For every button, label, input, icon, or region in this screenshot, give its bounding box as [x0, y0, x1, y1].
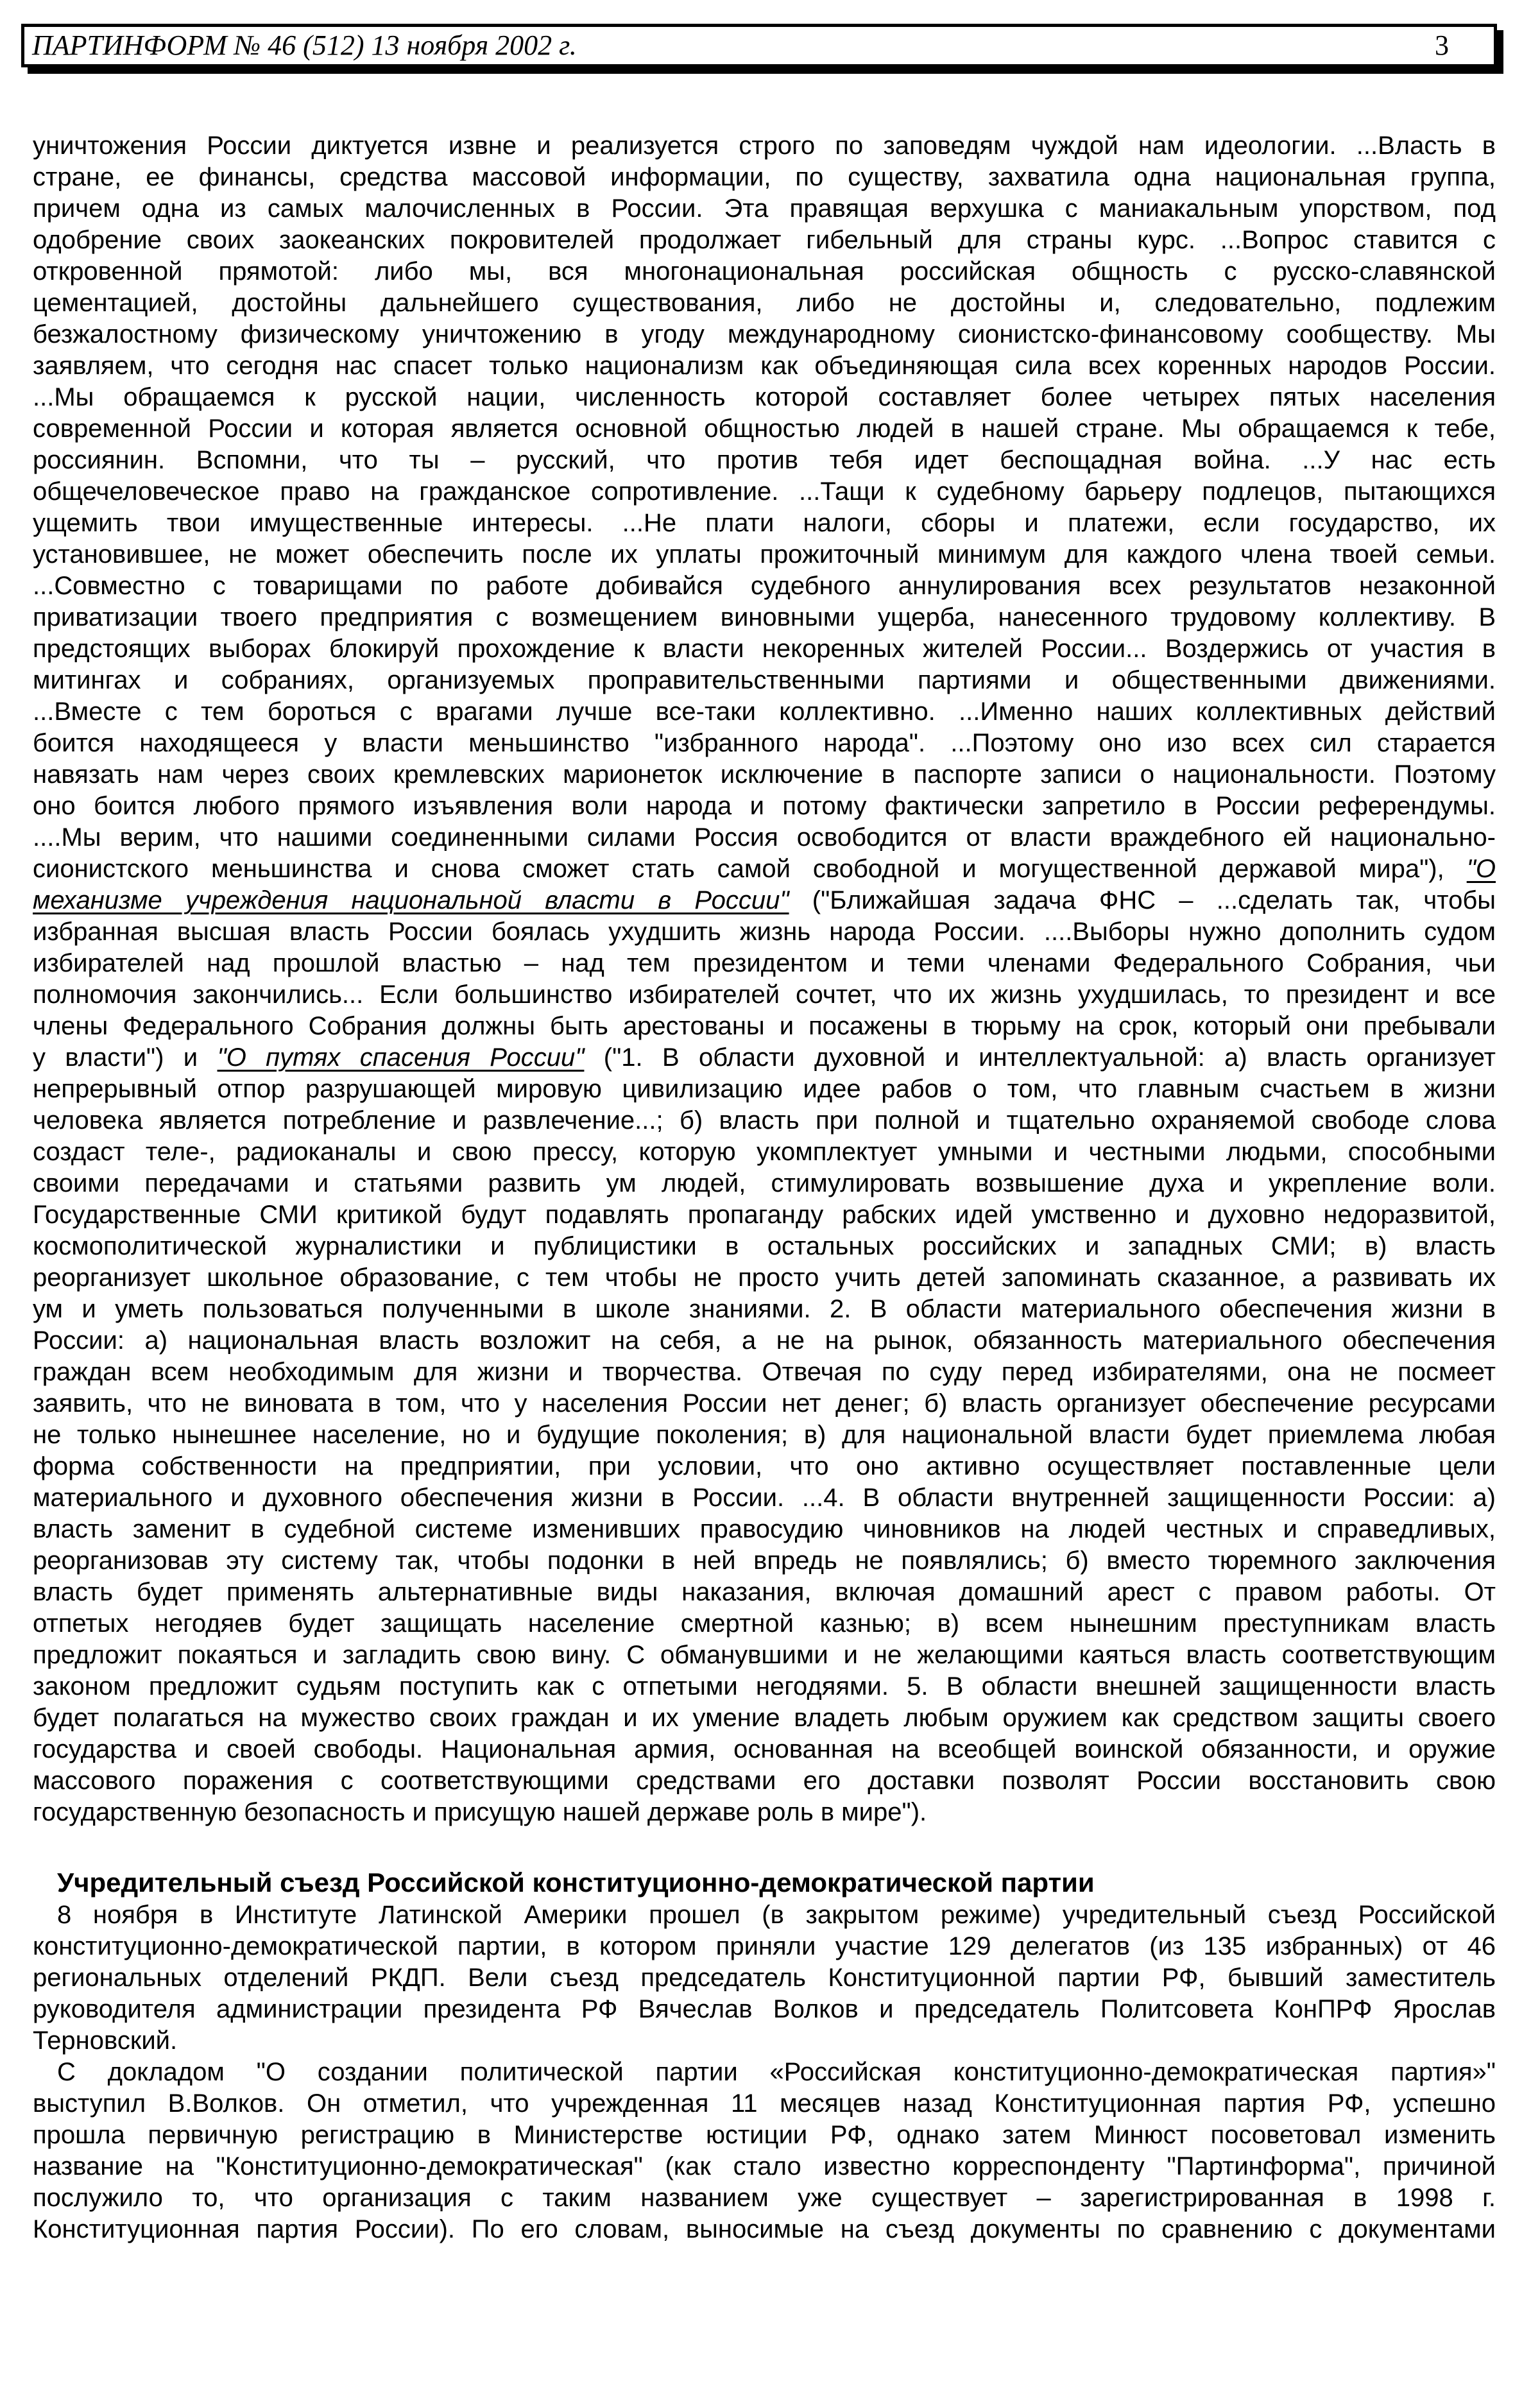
text-line — [33, 948, 1496, 979]
line-text: законом предложит судьям поступить как с отпетыми негодяями. 5. В области внешней защищенности власть — [33, 1672, 1496, 1701]
line-text: ум и уметь пользоваться полученными в школе знаниями. 2. В области материального обеспечения жизни в — [33, 1295, 1496, 1323]
line-text: Терновский. — [33, 2026, 178, 2055]
line-text: причем одна из самых малочисленных в России. Эта правящая верхушка с маниакальным упорством, под — [33, 194, 1496, 223]
line-text: навязать нам через своих кремлевских марионеток исключение в паспорте записи о национальности. Поэтому — [33, 760, 1496, 789]
line-text: Конституционная партия России). По его словам, выносимые на съезд документы по сравнению с документами — [33, 2215, 1496, 2243]
line-text: С докладом "О создании политической партии «Российская конституционно-демократическая партия»" — [57, 2058, 1496, 2086]
text-line — [33, 1545, 1496, 1577]
text-line — [33, 319, 1496, 350]
text-line — [33, 1899, 1496, 1931]
line-text: современной России и которая является основной общностью людей в нашей стране. Мы обращаемся к тебе, — [33, 415, 1496, 443]
line-text: власть заменит в судебной системе изменивших правосудию чиновников на людей честных и справедливых, — [33, 1515, 1496, 1543]
text-line — [33, 2214, 1496, 2245]
line-text: 8 ноября в Институте Латинской Америки прошел (в закрытом режиме) учредительный съезд Российской — [57, 1901, 1496, 1929]
article-heading: Учредительный съезд Российской конституционно-демократической партии — [57, 1867, 1095, 1898]
line-text: приватизации твоего предприятия с возмещением виновными ущерба, нанесенного трудовому коллективу. В — [33, 603, 1496, 631]
text-line — [33, 287, 1496, 319]
text-line — [33, 665, 1496, 696]
text-line — [33, 1931, 1496, 1962]
text-line — [33, 570, 1496, 602]
line-text: избранная высшая власть России боялась ухудшить жизнь народа России. ....Выборы нужно дополнить судом — [33, 918, 1496, 946]
line-text: ("Ближайшая задача ФНС – ...сделать так, чтобы — [789, 886, 1496, 914]
article-continuation — [33, 130, 1496, 1828]
text-line — [33, 2025, 1496, 2057]
line-text: избирателей над прошлой властью – над тем президентом и теми членами Федерального Собрания, чьи — [33, 949, 1496, 977]
line-text: ...Совместно с товарищами по работе добивайся судебного аннулирования всех результатов незаконной — [33, 572, 1496, 600]
text-line — [33, 1734, 1496, 1765]
text-line — [33, 1262, 1496, 1294]
line-text: у власти") и — [33, 1043, 218, 1072]
text-line — [33, 1011, 1496, 1042]
text-line — [33, 1042, 1496, 1074]
line-text: полномочия закончились... Если большинство избирателей сочтет, что их жизнь ухудшилась, то президент и все — [33, 981, 1496, 1009]
text-line — [33, 1419, 1496, 1451]
text-line — [33, 225, 1496, 256]
line-text: не только нынешнее население, но и будущие поколения; в) для национальной власти будет приемлема любая — [33, 1421, 1496, 1449]
text-line — [33, 822, 1496, 853]
line-text: непрерывный отпор разрушающей мировую цивилизацию идее рабов о том, что главным счастьем в жизни — [33, 1075, 1496, 1103]
line-text: массового поражения с соответствующими средствами его доставки позволят России восстановить свою — [33, 1767, 1496, 1795]
line-text: сионистского меньшинства и снова сможет стать самой свободной и могущественной державой мира"), — [33, 855, 1467, 883]
line-text: ...Вместе с тем бороться с врагами лучше все-таки коллективно. ...Именно наших коллективных действий — [33, 698, 1496, 726]
line-text: оно боится любого прямого изъявления воли народа и потому фактически запретило в России референдумы. — [33, 792, 1496, 820]
text-line — [33, 1105, 1496, 1136]
line-text: будет полагаться на мужество своих граждан и их умение владеть любым оружием как средством защиты своего — [33, 1704, 1496, 1732]
text-line — [33, 1482, 1496, 1514]
text-line — [33, 1577, 1496, 1608]
line-text: митингах и собраниях, организуемых проправительственными партиями и общественными движениями. — [33, 666, 1496, 694]
line-text: отпетых негодяев будет защищать население смертной казнью; в) всем нынешним преступникам власть — [33, 1609, 1496, 1638]
line-text: откровенной прямотой: либо мы, вся многонациональная российская общность с русско-славянской — [33, 257, 1496, 286]
text-line — [33, 130, 1496, 162]
publication-title: ПАРТИНФОРМ № 46 (512) 13 ноября 2002 г. — [32, 30, 577, 61]
line-text: послужило то, что организация с таким названием уже существует – зарегистрированная в 1998 г. — [33, 2184, 1496, 2212]
text-line — [33, 1325, 1496, 1357]
line-text: заявляем, что сегодня нас спасет только национализм как объединяющая сила всех коренных народов России. — [33, 352, 1496, 380]
line-text: общечеловеческое право на гражданское сопротивление. ...Тащи к судебному барьеру подлецов, пытающихся — [33, 477, 1496, 506]
line-text: члены Федерального Собрания должны быть арестованы и посажены в тюрьму на срок, который они пребывали — [33, 1012, 1496, 1040]
line-text: руководителя администрации президента РФ Вячеслав Волков и председатель Политсовета КонПРФ Ярослав — [33, 1995, 1496, 2023]
text-line — [33, 1671, 1496, 1702]
line-text: человека является потребление и развлечение...; б) власть при полной и тщательно охраняемой свободе слова — [33, 1106, 1496, 1135]
text-line — [33, 413, 1496, 445]
article-body — [33, 1899, 1496, 2245]
text-line — [33, 696, 1496, 728]
text-line — [33, 791, 1496, 822]
line-text: россиянин. Вспомни, что ты – русский, что против тебя идет беспощадная война. ...У нас есть — [33, 446, 1496, 474]
text-line — [33, 256, 1496, 287]
text-line — [33, 382, 1496, 413]
line-text: форма собственности на предприятии, при условии, что оно активно осуществляет поставленные цели — [33, 1452, 1496, 1480]
line-text: ....Мы верим, что нашими соединенными силами Россия освободится от власти враждебного ей национально- — [33, 823, 1496, 852]
line-text: космополитической журналистики и публицистики в остальных российских и западных СМИ; в) власть — [33, 1232, 1496, 1260]
line-text: реорганизовав эту систему так, чтобы подонки в ней впредь не появлялись; б) вместо тюремного заключения — [33, 1547, 1496, 1575]
line-text: предстоящих выборах блокируй прохождение к власти некоренных жителей России... Воздержись от участия в — [33, 635, 1496, 663]
line-text: предложит покаяться и загладить свою вину. С обманувшими и не желающими каяться власть соответствующим — [33, 1641, 1496, 1669]
text-line — [33, 2088, 1496, 2120]
text-line — [33, 1199, 1496, 1231]
text-line — [33, 728, 1496, 759]
text-line — [33, 1514, 1496, 1545]
text-line — [33, 1168, 1496, 1199]
line-text: государства и своей свободы. Национальная армия, основанная на всеобщей воинской обязанности, и оружие — [33, 1735, 1496, 1763]
text-line — [33, 193, 1496, 225]
line-text: заявить, что не виновата в том, что у населения России нет денег; б) власть организует обеспечение ресурсами — [33, 1389, 1496, 1418]
text-line — [33, 2120, 1496, 2151]
line-text: уничтожения России диктуется извне и реализуется строго по заповедям чуждой нам идеологии. ...Власть в — [33, 132, 1496, 160]
text-line — [33, 476, 1496, 508]
text-line — [33, 162, 1496, 193]
text-line — [33, 602, 1496, 633]
text-line — [33, 1765, 1496, 1797]
text-line — [33, 979, 1496, 1011]
text-line — [33, 508, 1496, 539]
line-text: название на "Конституционно-демократическая" (как стало известно корреспонденту "Партинформа", причиной — [33, 2152, 1496, 2181]
line-text: Государственные СМИ критикой будут подавлять пропаганду рабских идей умственно и духовно недоразвитой, — [33, 1201, 1496, 1229]
text-line — [33, 1608, 1496, 1640]
line-text: стране, ее финансы, средства массовой информации, по существу, захватила одна национальная группа, — [33, 163, 1496, 191]
text-line — [33, 539, 1496, 570]
line-text: ("1. В области духовной и интеллектуальной: а) власть организует — [584, 1043, 1496, 1072]
line-text: безжалостному физическому уничтожению в угоду международному сионистско-финансовому сообществу. Мы — [33, 320, 1496, 348]
line-text: создаст теле-, радиоканалы и свою прессу, которую укомплектует умными и честными людьми, способными — [33, 1138, 1496, 1166]
text-line — [33, 1294, 1496, 1325]
text-line — [33, 1136, 1496, 1168]
text-line — [33, 1451, 1496, 1482]
line-text: цементацией, достойны дальнейшего существования, либо не достойны и, следовательно, подлежим — [33, 289, 1496, 317]
line-text: реорганизует школьное образование, с тем чтобы не просто учить детей запоминать сказанное, а развивать их — [33, 1264, 1496, 1292]
line-text: России: а) национальная власть возложит на себя, а не на рынок, обязанность материального обеспечения — [33, 1326, 1496, 1355]
text-line — [33, 1962, 1496, 1994]
text-line — [33, 633, 1496, 665]
line-text: ущемить твои имущественные интересы. ...Не плати налоги, сборы и платежи, если государство, их — [33, 509, 1496, 537]
text-line — [33, 1640, 1496, 1671]
document-link[interactable]: "О путях спасения России" — [217, 1043, 585, 1072]
text-line — [33, 759, 1496, 791]
line-text: материального и духовного обеспечения жизни в России. ...4. В области внутренней защищенности России: а) — [33, 1484, 1496, 1512]
line-text: граждан всем необходимым для жизни и творчества. Отвечая по суду перед избирателями, она не посмеет — [33, 1358, 1496, 1386]
text-line — [33, 1231, 1496, 1262]
line-text: ...Мы обращаемся к русской нации, численность которой составляет более четырех пятых населения — [33, 383, 1496, 411]
line-text: одобрение своих заокеанских покровителей продолжает гибельный для страны курс. ...Вопрос ставится с — [33, 226, 1496, 254]
line-text: конституционно-демократической партии, в котором приняли участие 129 делегатов (из 135 избранных) от 46 — [33, 1932, 1496, 1960]
line-text: своими передачами и статьями развить ум людей, стимулировать возвышение духа и укрепление воли. — [33, 1169, 1496, 1197]
text-line — [33, 1357, 1496, 1388]
text-line — [33, 445, 1496, 476]
text-line — [33, 1074, 1496, 1105]
document-link[interactable]: механизме учреждения национальной власти в России" — [33, 886, 789, 914]
text-line — [33, 885, 1496, 916]
text-line — [33, 350, 1496, 382]
line-text: прошла первичную регистрацию в Министерстве юстиции РФ, однако затем Минюст посоветовал изменить — [33, 2121, 1496, 2149]
line-text: боится находящееся у власти меньшинство "избранного народа". ...Поэтому оно изо всех сил старается — [33, 729, 1496, 757]
text-line — [33, 2057, 1496, 2088]
text-line — [33, 2182, 1496, 2214]
text-line — [33, 853, 1496, 885]
text-line — [33, 1702, 1496, 1734]
line-text: выступил В.Волков. Он отметил, что учрежденная 11 месяцев назад Конституционная партия РФ, успешно — [33, 2089, 1496, 2118]
text-line — [33, 2151, 1496, 2182]
line-text: региональных отделений РКДП. Вели съезд председатель Конституционной партии РФ, бывший заместитель — [33, 1964, 1496, 1992]
text-line — [33, 916, 1496, 948]
line-text: государственную безопасность и присущую нашей державе роль в мире"). — [33, 1798, 927, 1826]
text-line — [33, 1994, 1496, 2025]
text-line — [33, 1797, 1496, 1828]
page-number: 3 — [1435, 30, 1449, 61]
line-text: власть будет применять альтернативные виды наказания, включая домашний арест с правом работы. От — [33, 1578, 1496, 1606]
document-link[interactable]: "О — [1466, 855, 1496, 883]
text-line — [33, 1388, 1496, 1419]
page-header — [21, 24, 1497, 67]
line-text: установившее, не может обеспечить после их уплаты прожиточный минимум для каждого члена твоей семьи. — [33, 540, 1496, 569]
